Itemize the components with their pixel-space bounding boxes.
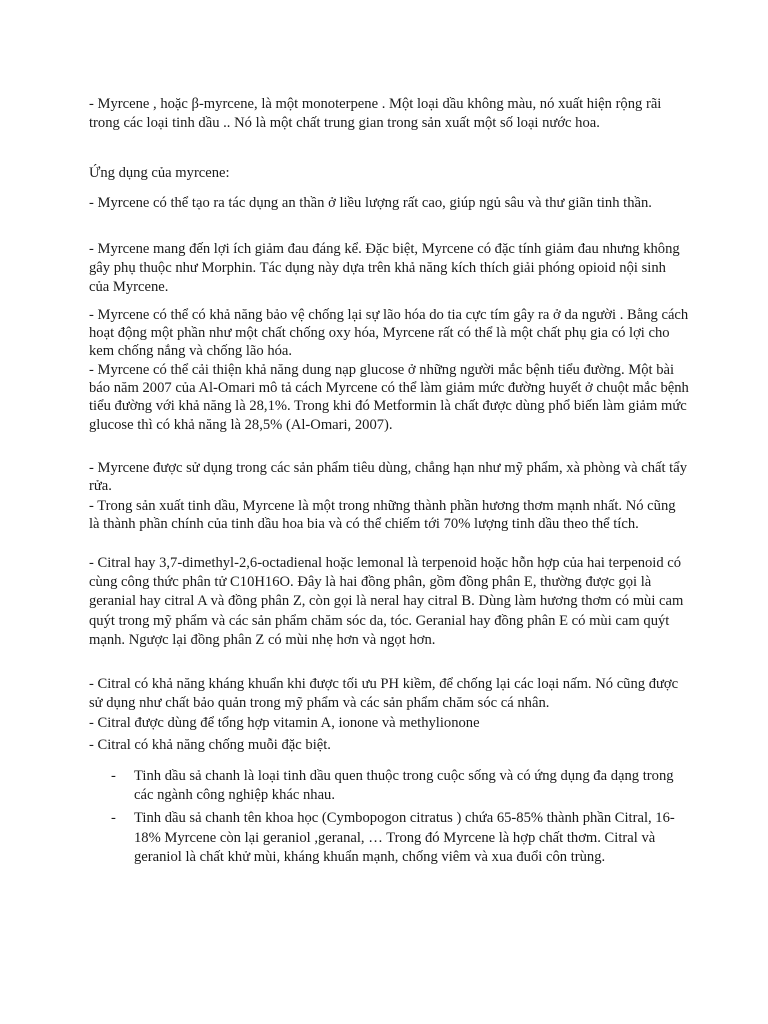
paragraph-glucose: - Myrcene có thể cải thiện khả năng dung nạp glucose ở những người mắc bệnh tiểu đường. Một bài báo năm 2007 của Al-Omari mô tả cách Myrcene có thể làm giảm mức đường huyết ở chuột mắc bệnh tiểu đường với khả năng là 28,1%. Trong khi đó Metformin là chất được dùng phổ biến làm giảm mức glucose thì có khả năng là 28,5% (Al-Omari, 2007). bbox=[89, 362, 689, 433]
bullet-list bbox=[89, 767, 689, 871]
paragraph-citral-mosquito: - Citral có khả năng chống muỗi đặc biệt. bbox=[89, 737, 331, 753]
paragraph-citral-antibacterial: - Citral có khả năng kháng khuẩn khi được tối ưu PH kiềm, để chống lại các loại nấm. Nó cũng được sử dụng như chất bảo quản trong mỹ phẩm và các sản phẩm chăm sóc cá nhân. bbox=[89, 676, 679, 712]
list-item-text: Tinh dầu sả chanh là loại tinh dầu quen thuộc trong cuộc sống và có ứng dụng đa dạng trong các ngành công nghiệp khác nhau. bbox=[134, 768, 674, 804]
bullet-marker: - bbox=[111, 768, 116, 784]
paragraph-sedative: - Myrcene có thể tạo ra tác dụng an thần ở liều lượng rất cao, giúp ngủ sâu và thư giãn tinh thần. bbox=[89, 195, 652, 211]
paragraph-uv-protection: - Myrcene có thể có khả năng bảo vệ chống lại sự lão hóa do tia cực tím gây ra ở da người . Bằng cách hoạt động một phần như một chất chống oxy hóa, Myrcene rất có thể là một chất phụ gia có lợi cho kem chống nắng và chống lão hóa. bbox=[89, 307, 689, 360]
paragraph-applications-heading: Ứng dụng của myrcene: bbox=[89, 165, 230, 181]
list-item bbox=[89, 767, 689, 805]
paragraph-myrcene-intro: - Myrcene , hoặc β-myrcene, là một monoterpene . Một loại dầu không màu, nó xuất hiện rộng rãi trong các loại tinh dầu .. Nó là một chất trung gian trong sản xuất một số loại nước hoa. bbox=[89, 96, 662, 132]
paragraph-analgesic: - Myrcene mang đến lợi ích giảm đau đáng kể. Đặc biệt, Myrcene có đặc tính giảm đau nhưng không gây phụ thuộc như Morphin. Tác dụng này dựa trên khả năng kích thích giải phóng opioid nội sinh của Myrcene. bbox=[89, 241, 680, 296]
paragraph-essential-oil: - Trong sản xuất tinh dầu, Myrcene là một trong những thành phần hương thơm mạnh nhất. Nó cũng là thành phần chính của tinh dầu hoa bia và có thể chiếm tới 70% lượng tinh dầu theo thể tích. bbox=[89, 498, 676, 533]
paragraph-consumer-products: - Myrcene được sử dụng trong các sản phẩm tiêu dùng, chẳng hạn như mỹ phẩm, xà phòng và chất tẩy rửa. bbox=[89, 460, 688, 495]
list-item-text: Tinh dầu sả chanh tên khoa học (Cymbopogon citratus ) chứa 65-85% thành phần Citral, 16-18% Myrcene còn lại geraniol ,geranal, … Trong đó Myrcene là hợp chất thơm. Citral và geraniol là chất khử mùi, kháng khuẩn mạnh, chống viêm và xua đuổi côn trùng. bbox=[134, 810, 675, 865]
paragraph-citral-definition: - Citral hay 3,7-dimethyl-2,6-octadienal hoặc lemonal là terpenoid hoặc hỗn hợp của hai terpenoid có cùng công thức phân tử C10H16O. Đây là hai đồng phân, gồm đồng phân E, thường được gọi là geranial hay citral A và đồng phân Z, còn gọi là neral hay citral B. Dùng làm hương thơm có mùi cam quýt trong mỹ phẩm và các sản phẩm chăm sóc da, tóc. Geranial hay đồng phân E có mùi cam quýt mạnh. Ngược lại đồng phân Z có mùi nhẹ hơn và ngọt hơn. bbox=[89, 555, 684, 648]
list-item bbox=[89, 809, 689, 867]
bullet-marker: - bbox=[111, 810, 116, 827]
paragraph-citral-vitamin-a: - Citral được dùng để tổng hợp vitamin A, ionone và methylionone bbox=[89, 715, 480, 731]
